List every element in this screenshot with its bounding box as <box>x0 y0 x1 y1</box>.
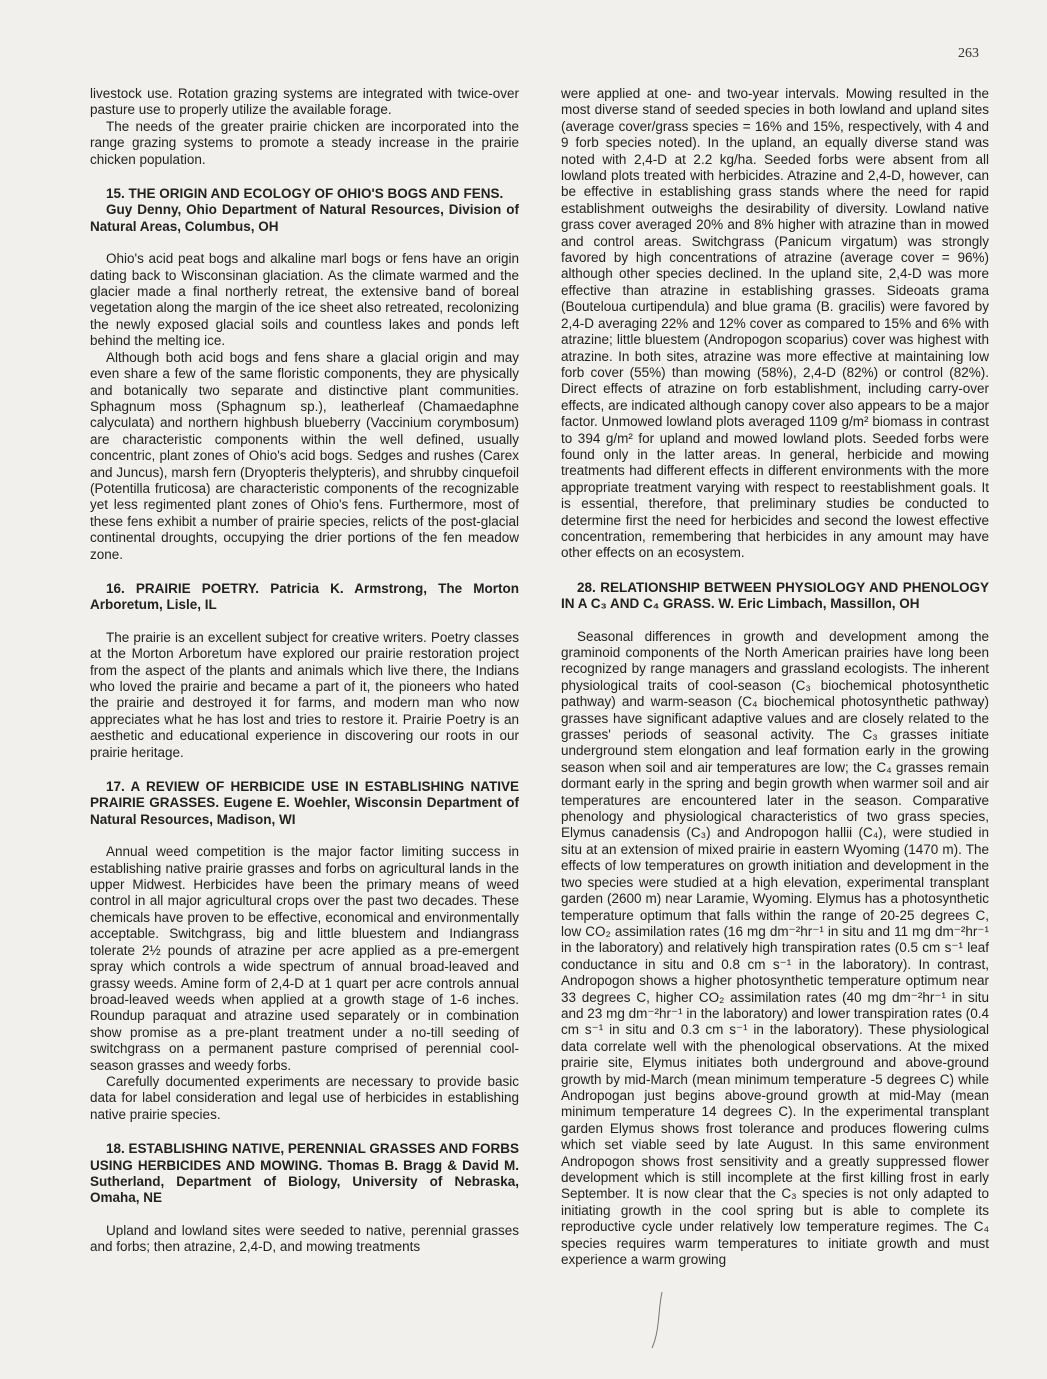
paragraph: Annual weed competition is the major factor limiting success in establishing native prairie grasses and forbs on agricultural lands in the upper Midwest. Herbicides have been the primary means of weed control in all major agricultural crops over the past two decades. These chemicals have proven to be effective, economical and environmentally acceptable. Switchgrass, big and little bluestem and Indiangrass tolerate 2½ pounds of atrazine per acre applied as a pre-emergent spray which controls a wide spectrum of annual broad-leaved and grassy weeds. Amine form of 2,4-D at 1 quart per acre controls annual broad-leaved weeds when applied at a growth stage of 1-6 inches. Roundup paraquat and atrazine used separately or in combination show promise as a pre-plant treatment under a no-till seeding of switchgrass on a permanent pasture comprised of perennial cool-season grasses and weedy forbs. <box>90 844 519 1073</box>
paragraph: were applied at one- and two-year intervals. Mowing resulted in the most diverse stand of seeded species in both lowland and upland sites (average cover/grass species = 16% and 15%, respectively, with 4 and 9 forb species noted). In the upland, an equally diverse stand was noted with 2,4-D at 2.2 kg/ha. Seeded forbs were absent from all lowland plots treated with herbicides. Atrazine and 2,4-D, however, can be effective in establishing grass stands where the need for rapid establishment outweighs the desirability of diversity. Lowland native grass cover averaged 20% and 8% higher with atrazine than in mowed and control areas. Switchgrass (Panicum virgatum) was strongly favored by high concentrations of atrazine (average cover = 96%) although other species declined. In the upland site, 2,4-D was more effective than atrazine in establishing grasses. Sideoats grama (Bouteloua curtipendula) and blue grama (B. gracilis) were favored by 2,4-D averaging 22% and 12% cover as compared to 15% and 6% with atrazine; little bluestem (Andropogon scoparius) cover was highest with atrazine. In both sites, atrazine was more effective at maintaining low forb cover (55%) than mowing (58%), 2,4-D (82%) or control (82%). Direct effects of atrazine on forb establishment, including carry-over effects, are indicated although canopy cover also appears to be a major factor. Unmowed lowland plots averaged 1109 g/m² biomass in contrast to 394 g/m² for upland and mowed lowland plots. Seeded forbs were found only in the latter areas. In general, herbicide and mowing treatments had different effects in different environments with the more appropriate treatment varying with respect to reestablishment goals. It is essential, therefore, that preliminary studies be conducted to determine first the need for herbicides and second the lowest effective concentration, remembering that herbicides in any amount may have other effects on an ecosystem. <box>561 86 989 561</box>
section-heading: 17. A REVIEW OF HERBICIDE USE IN ESTABLISHING NATIVE PRAIRIE GRASSES. Eugene E. Woehler, Wisconsin Department of Natural Resources, Madison, WI <box>90 779 519 827</box>
paragraph: The needs of the greater prairie chicken are incorporated into the range grazing systems to promote a steady increase in the prairie chicken population. <box>90 118 519 167</box>
paragraph: Seasonal differences in growth and development among the graminoid components of the North American prairies have long been recognized by range managers and grassland ecologists. The inherent physiological traits of cool-season (C₃ biochemical photosynthetic pathway) and warm-season (C₄ biochemical photosynthetic pathway) grasses have significant adaptive values and are closely related to the grasses' periods of seasonal activity. The C₃ grasses initiate underground stem elongation and leaf formation early in the growing season when soil and air temperatures are low; the C₄ grasses remain dormant early in the spring and begin growth when warmer soil and air temperatures are encountered later in the season. Comparative phenology and physiological characteristics of two grass species, Elymus canadensis (C₃) and Andropogon hallii (C₄), were studied in situ at an extension of mixed prairie in eastern Wyoming (1470 m). The effects of low temperatures on growth initiation and development in the two species were studied at a high elevation, experimental transplant garden (2600 m) near Laramie, Wyoming. Elymus has a photosynthetic temperature optimum that falls within the range of 20-25 degrees C, low CO₂ assimilation rates (16 mg dm⁻²hr⁻¹ in situ and 11 mg dm⁻²hr⁻¹ in the laboratory) and relatively high transpiration rates (0.5 cm s⁻¹ leaf conductance in situ and 0.8 cm s⁻¹ in the laboratory). In contrast, Andropogon shows a higher photosynthetic temperature optimum near 33 degrees C, higher CO₂ assimilation rates (40 mg dm⁻²hr⁻¹ in situ and 23 mg dm⁻²hr⁻¹ in the laboratory) and lower transpiration rates (0.4 cm s⁻¹ in situ and 0.3 cm s⁻¹ in the laboratory). These physiological data correlate well with the phenological observations. At the mixed prairie site, Elymus initiates both underground and above-ground growth by mid-March (mean minimum temperature -5 degrees C) while Andropogan just begins above-ground growth at mid-May (mean minimum temperature 14 degrees C). In the experimental transplant garden Elymus shows frost tolerance and produces flowering culms which set viable seed by late August. In this same environment Andropogon shows frost sensitivity and a greatly suppressed flower development which is still incomplete at the first killing frost in early September. It is now clear that the C₃ species is not only adapted to initiating growth in the cool spring but is able to complete its reproductive cycle under relatively low temperature regimes. The C₄ species requires warm temperatures to initiate growth and must experience a warm growing <box>561 628 989 1268</box>
right-column <box>561 86 989 1268</box>
paragraph: The prairie is an excellent subject for creative writers. Poetry classes at the Morton Arboretum have explored our prairie restoration project from the aspect of the plants and animals which live there, the Indians who loved the prairie and became a part of it, the pioneers who hated the prairie and destroyed it for farms, and modern man who now appreciates what he has lost and tries to restore it. Prairie Poetry is an aesthetic and educational experience in discovering our roots in our prairie heritage. <box>90 629 519 760</box>
left-column <box>90 86 519 1256</box>
section-heading: 16. PRAIRIE POETRY. Patricia K. Armstrong, The Morton Arboretum, Lisle, IL <box>90 580 519 613</box>
section-author: Guy Denny, Ohio Department of Natural Resources, Division of Natural Areas, Columbus, OH <box>90 202 519 234</box>
paragraph: Although both acid bogs and fens share a glacial origin and may even share a few of the same floristic components, they are physically and botanically two separate and distinctive plant communities. Sphagnum moss (Sphagnum sp.), leatherleaf (Chamaedaphne calyculata) and northern highbush blueberry (Vaccinium corymbosum) are characteristic components within the well defined, usually concentric, plant zones of Ohio's acid bogs. Sedges and rushes (Carex and Juncus), marsh fern (Dryopteris thelypteris), and shrubby cinquefoil (Potentilla fruticosa) are characteristic components of the recognizable yet less regimented plant zones of Ohio's fens. Furthermore, most of these fens exhibit a number of prairie species, relicts of the post-glacial continental droughts, occupying the drier portions of the fen meadow zone. <box>90 349 519 562</box>
paragraph: Ohio's acid peat bogs and alkaline marl bogs or fens have an origin dating back to Wisconsinan glaciation. As the climate warmed and the glacier made a final northerly retreat, the extensive band of boreal vegetation along the margin of the ice sheet also retreated, recolonizing the newly exposed glacial soils and countless lakes and ponds left behind the melting ice. <box>90 251 519 349</box>
paragraph: livestock use. Rotation grazing systems are integrated with twice-over pasture use to properly utilize the available forage. <box>90 86 519 118</box>
section-title: 15. THE ORIGIN AND ECOLOGY OF OHIO'S BOGS AND FENS. <box>106 186 504 202</box>
section-heading: 18. ESTABLISHING NATIVE, PERENNIAL GRASSES AND FORBS USING HERBICIDES AND MOWING. Thomas B. Bragg & David M. Sutherland, Department of Biology, University of Nebraska, Omaha, NE <box>90 1141 519 1206</box>
paragraph: Upland and lowland sites were seeded to native, perennial grasses and forbs; then atrazine, 2,4-D, and mowing treatments <box>90 1222 519 1255</box>
pencil-mark <box>648 1290 668 1350</box>
section-heading: 28. RELATIONSHIP BETWEEN PHYSIOLOGY AND PHENOLOGY IN A C₃ AND C₄ GRASS. W. Eric Limbach, Massillon, OH <box>561 579 989 612</box>
paragraph: Carefully documented experiments are necessary to provide basic data for label consideration and legal use of herbicides in establishing native prairie species. <box>90 1073 519 1122</box>
page-number: 263 <box>958 46 979 61</box>
